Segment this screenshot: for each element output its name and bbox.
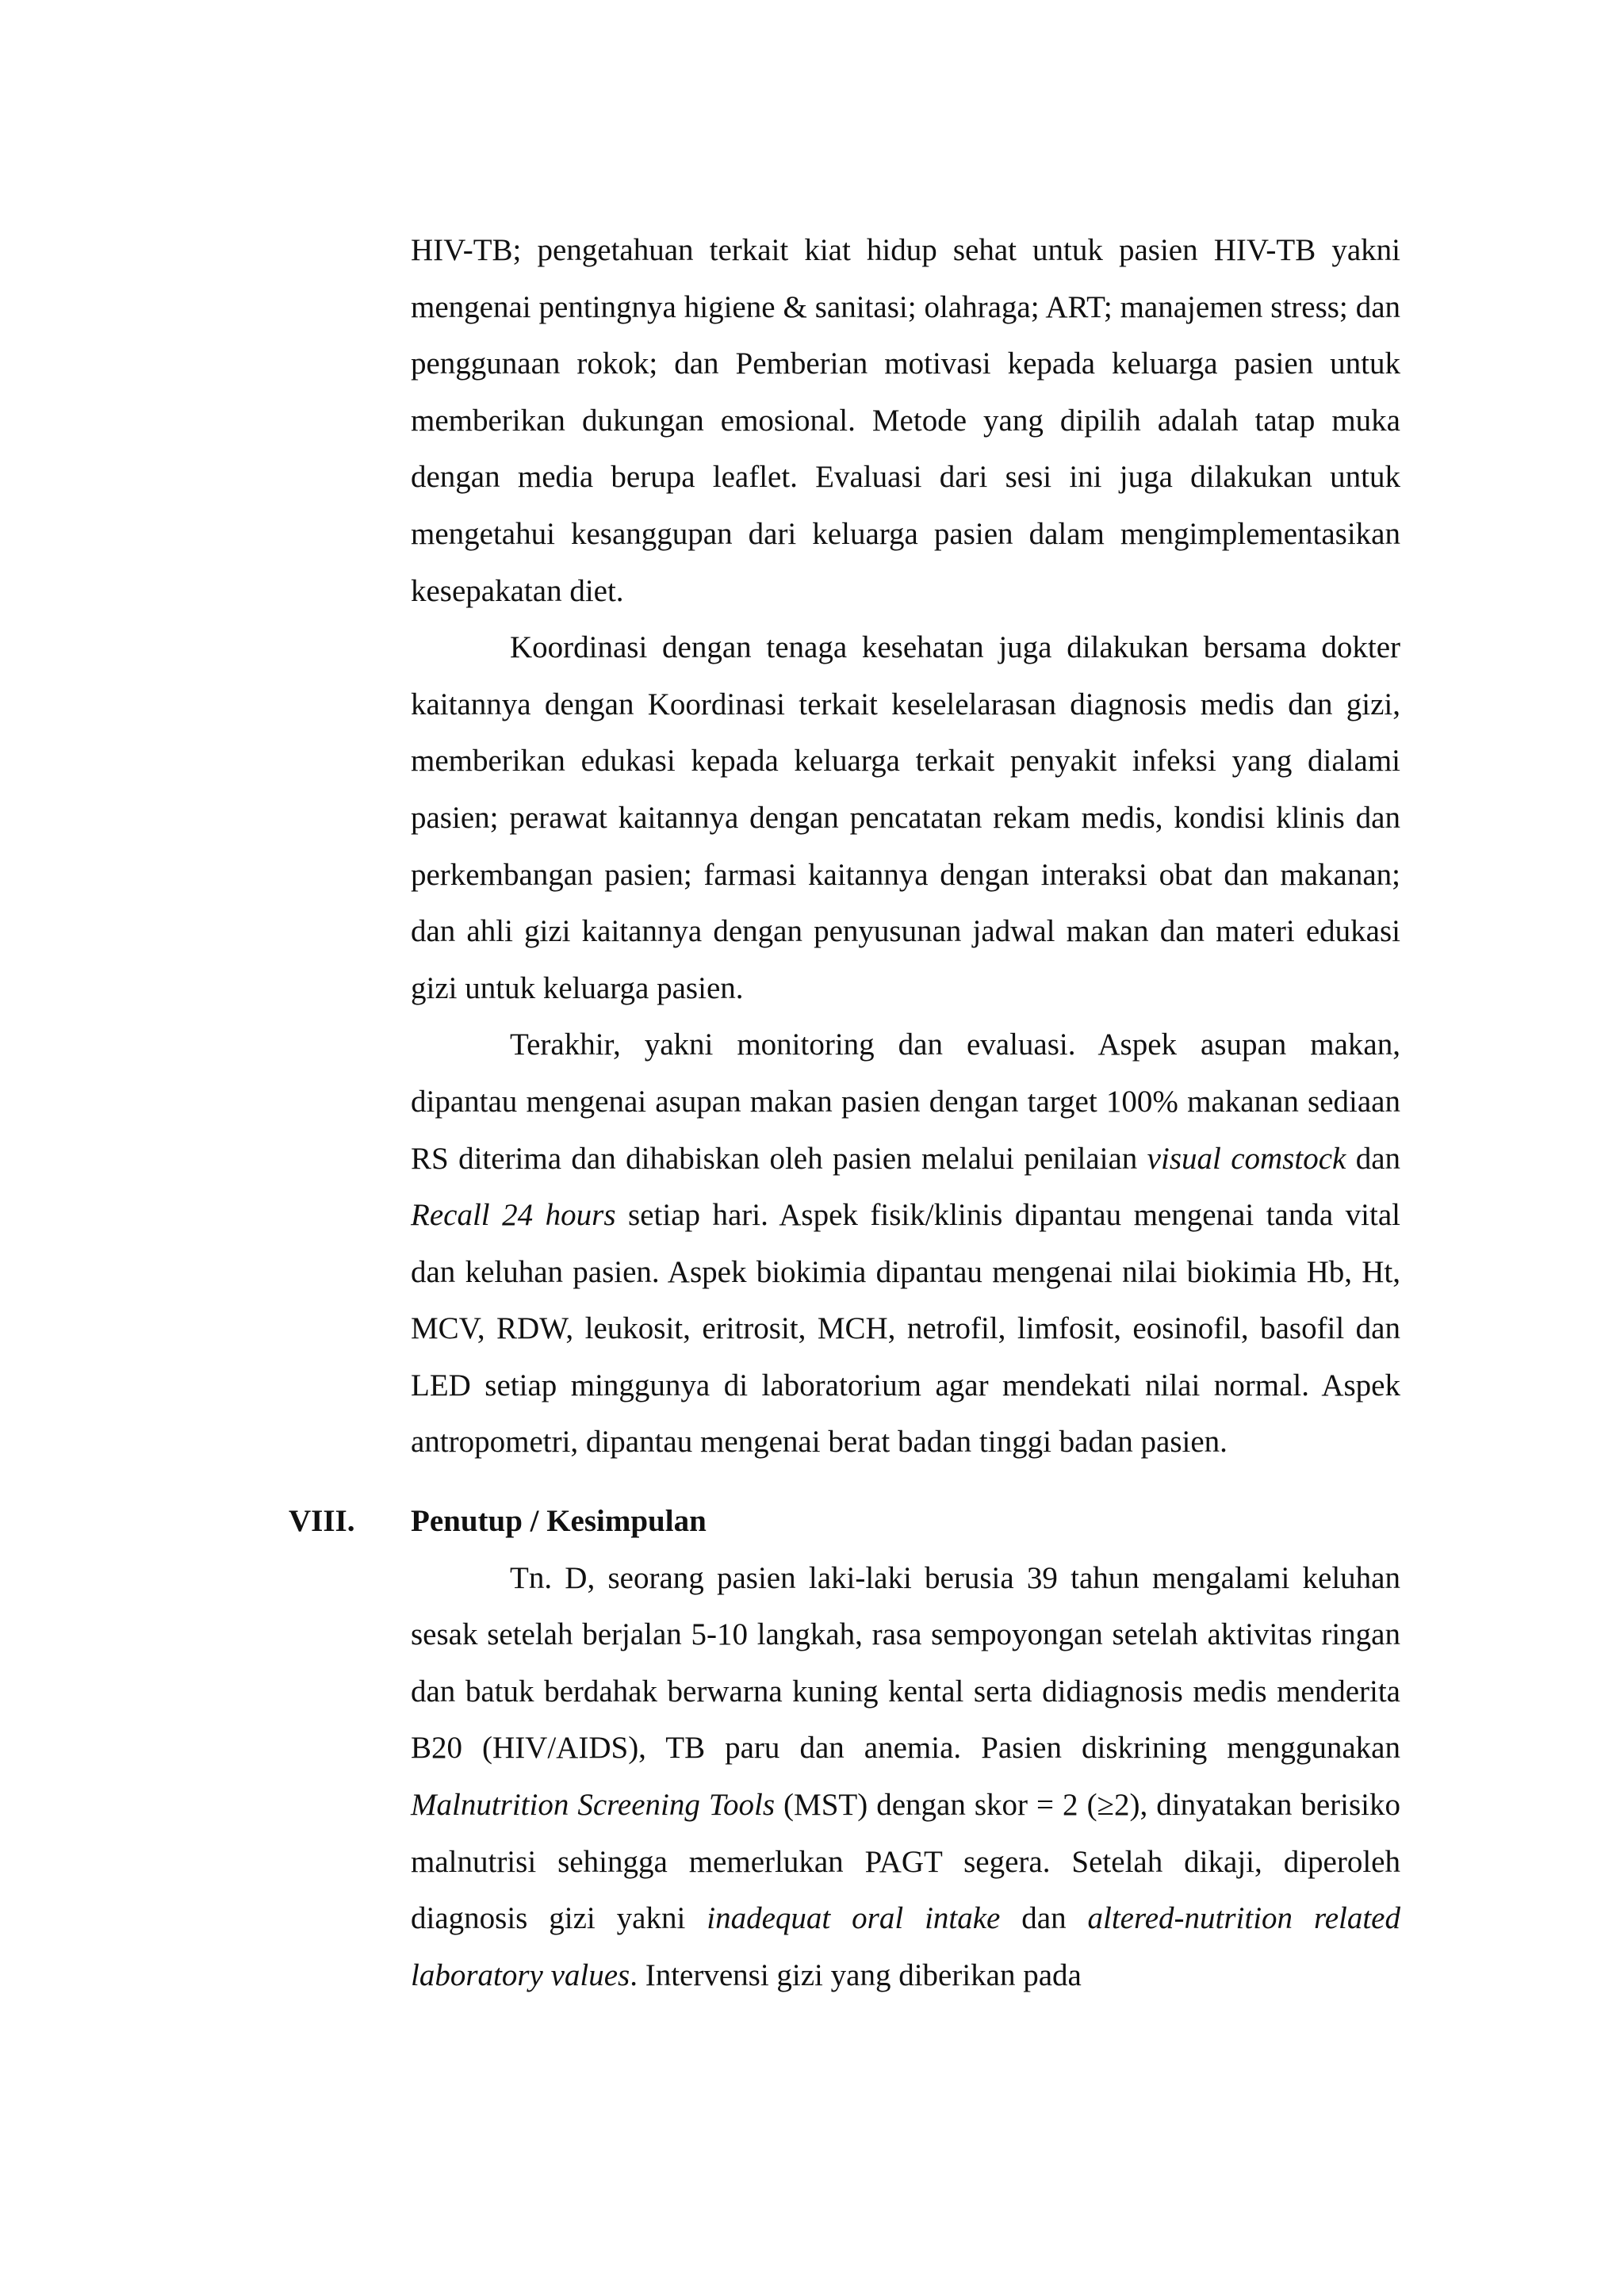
text-run: Koordinasi dengan tenaga kesehatan juga dilakukan bersama dokter kaitannya dengan Koordinasi terkait keselelarasan diagnosis medis dan gizi, memberikan edukasi kepada keluarga terkait penyakit infeksi yang dialami pasien; perawat kaitannya dengan pencatatan rekam medis, kondisi klinis dan perkembangan pasien; farmasi kaitannya dengan interaksi obat dan makanan; dan ahli gizi kaitannya dengan penyusunan jadwal makan dan materi edukasi gizi untuk keluarga pasien. (411, 630, 1400, 1005)
paragraph-monitoring-evaluation (411, 1016, 1400, 1471)
text-run: Tn. D, seorang pasien laki-laki berusia 39 tahun mengalami keluhan sesak setelah berjalan 5-10 langkah, rasa sempoyongan setelah aktivitas ringan dan batuk berdahak berwarna kuning kental serta didiagnosis medis menderita B20 (HIV/AIDS), TB paru dan anemia. Pasien diskrining menggunakan (411, 1560, 1400, 1766)
text-run: HIV-TB; pengetahuan terkait kiat hidup sehat untuk pasien HIV-TB yakni mengenai pentingnya higiene & sanitasi; olahraga; ART; manajemen stress; dan penggunaan rokok; dan Pemberian motivasi kepada keluarga pasien untuk memberikan dukungan emosional. Metode yang dipilih adalah tatap muka dengan media berupa leaflet. Evaluasi dari sesi ini juga dilakukan untuk mengetahui kesanggupan dari keluarga pasien dalam mengimplementasikan kesepakatan diet. (411, 233, 1400, 608)
italic-term: Recall 24 hours (411, 1198, 616, 1233)
text-run: (MST) dengan skor = 2 (≥2), dinyatakan berisiko malnutrisi sehingga memerlukan PAGT segera. Setelah dikaji, diperoleh diagnosis gizi yakni (411, 1788, 1400, 1936)
section-heading (289, 1493, 1400, 1550)
text-run: . Intervensi gizi yang diberikan pada (630, 1957, 1082, 1992)
italic-term: visual comstock (1147, 1141, 1346, 1176)
paragraph-coordination (411, 619, 1400, 1016)
text-run: dan (1346, 1141, 1401, 1176)
text-run: setiap hari. Aspek fisik/klinis dipantau mengenai tanda vital dan keluhan pasien. Aspek biokimia dipantau mengenai nilai biokimia Hb, Ht, MCV, RDW, leukosit, eritrosit, MCH, netrofil, limfosit, eosinofil, basofil dan LED setiap minggunya di laboratorium agar mendekati nilai normal. Aspek antropometri, dipantau mengenai berat badan tinggi badan pasien. (411, 1198, 1400, 1460)
paragraph-education-summary (411, 222, 1400, 619)
italic-term: altered-nutrition related laboratory values (411, 1901, 1400, 1992)
section-title: Penutup / Kesimpulan (411, 1504, 707, 1539)
italic-term: inadequat oral intake (707, 1901, 1001, 1936)
text-run: dan (1000, 1901, 1088, 1936)
italic-term: Malnutrition Screening Tools (411, 1788, 776, 1823)
document-body (289, 222, 1401, 2003)
paragraph-conclusion (411, 1550, 1400, 2004)
section-number: VIII. (289, 1504, 355, 1539)
text-run: Terakhir, yakni monitoring dan evaluasi. Aspek asupan makan, dipantau mengenai asupan makan pasien dengan target 100% makanan sediaan RS diterima dan dihabiskan oleh pasien melalui penilaian (411, 1027, 1400, 1176)
